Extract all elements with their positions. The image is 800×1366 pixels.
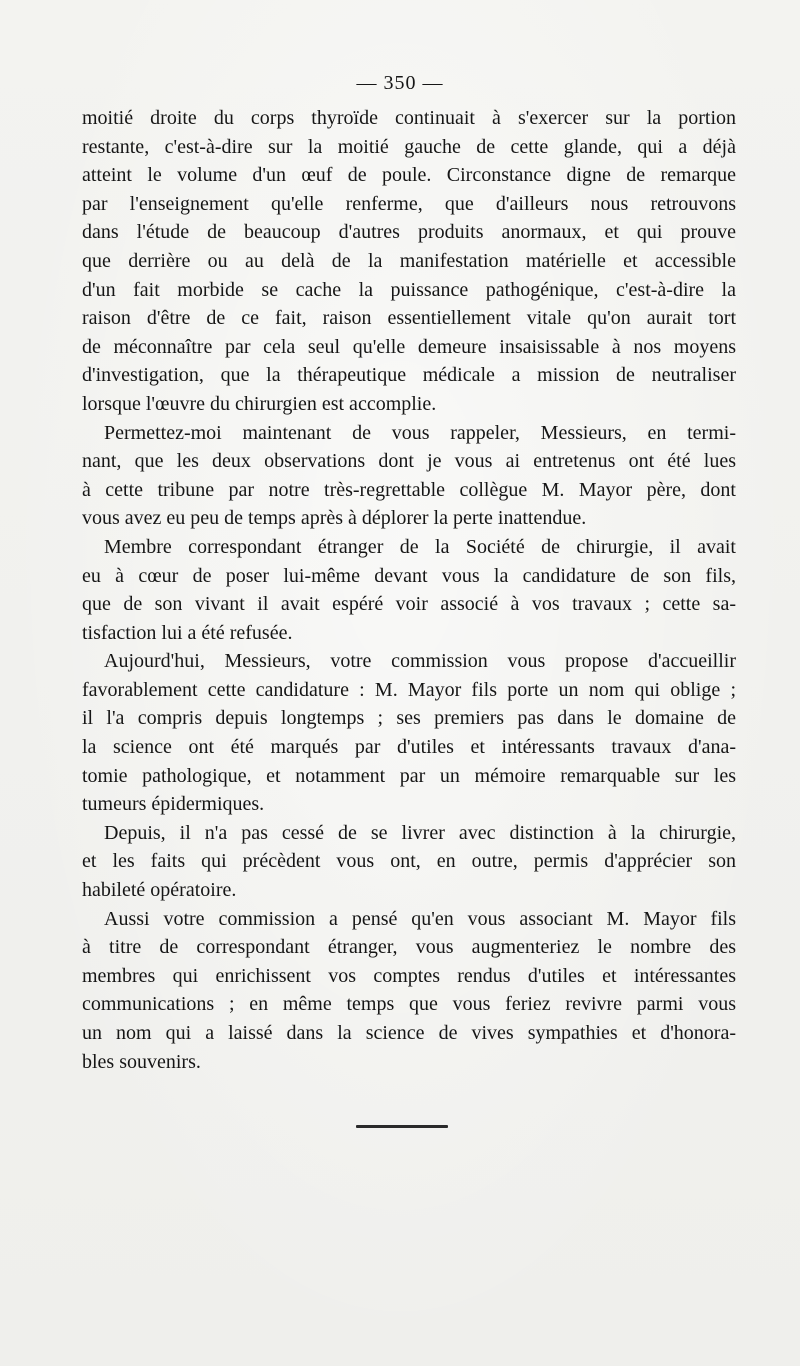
- text-line: de méconnaître par cela seul qu'elle demeure insaisissable à nos moyens: [82, 335, 736, 358]
- text-line: tumeurs épidermiques.: [82, 793, 265, 816]
- paragraph-surgical-skill: [82, 819, 736, 905]
- text-line: nant, que les deux observations dont je vous ai entretenus ont été lues: [82, 450, 736, 473]
- text-line: dans l'étude de beaucoup d'autres produits anormaux, et qui prouve: [82, 221, 736, 244]
- paragraph-commission-proposal: [82, 647, 736, 819]
- text-line: Depuis, il n'a pas cessé de se livrer avec distinction à la chirurgie,: [104, 821, 736, 844]
- text-line: Membre correspondant étranger de la Société de chirurgie, il avait: [104, 535, 736, 558]
- page-number: — 350 —: [356, 72, 444, 94]
- text-line: Aujourd'hui, Messieurs, votre commission vous propose d'accueillir: [104, 650, 736, 673]
- paragraph-thyroid-conclusion: [82, 104, 736, 419]
- text-line: d'un fait morbide se cache la puissance pathogénique, c'est-à-dire la: [82, 278, 736, 301]
- text-line: Aussi votre commission a pensé qu'en vous associant M. Mayor fils: [104, 907, 736, 930]
- text-line: raison d'être de ce fait, raison essentiellement vitale qu'on aurait tort: [82, 307, 736, 330]
- paragraph-conclusion: [82, 905, 736, 1077]
- text-line: un nom qui a laissé dans la science de vives sympathies et d'honora-: [82, 1022, 736, 1044]
- text-line: habileté opératoire.: [82, 879, 237, 902]
- text-line: à titre de correspondant étranger, vous augmenteriez le nombre des: [82, 936, 736, 959]
- text-line: que derrière ou au delà de la manifestation matérielle et accessible: [82, 249, 736, 272]
- text-line: communications ; en même temps que vous feriez revivre parmi vous: [82, 993, 736, 1016]
- text-line: vous avez eu peu de temps après à déplorer la perte inattendue.: [82, 507, 587, 530]
- text-line: la science ont été marqués par d'utiles et intéressants travaux d'ana-: [82, 736, 736, 759]
- body-text: [82, 104, 736, 1076]
- text-line: membres qui enrichissent vos comptes rendus d'utiles et intéressantes: [82, 964, 736, 987]
- text-line: il l'a compris depuis longtemps ; ses premiers pas dans le domaine de: [82, 707, 736, 730]
- text-line: bles souvenirs.: [82, 1050, 201, 1073]
- section-end-rule: [356, 1125, 448, 1128]
- text-line: tisfaction lui a été refusée.: [82, 621, 293, 644]
- paragraph-mayor-pere: [82, 419, 736, 533]
- text-line: restante, c'est-à-dire sur la moitié gauche de cette glande, qui a déjà: [82, 135, 736, 158]
- text-line: d'investigation, que la thérapeutique médicale a mission de neutraliser: [82, 364, 736, 387]
- text-line: moitié droite du corps thyroïde continuait à s'exercer sur la portion: [82, 107, 736, 129]
- text-line: favorablement cette candidature : M. Mayor fils porte un nom qui oblige ;: [82, 678, 736, 701]
- paragraph-candidature-fils: [82, 533, 736, 647]
- text-line: Permettez-moi maintenant de vous rappeler, Messieurs, en termi-: [104, 421, 736, 444]
- text-line: par l'enseignement qu'elle renferme, que d'ailleurs nous retrouvons: [82, 192, 736, 215]
- text-line: que de son vivant il avait espéré voir associé à vos travaux ; cette sa-: [82, 593, 736, 616]
- text-line: eu à cœur de poser lui-même devant vous la candidature de son fils,: [82, 564, 736, 587]
- text-line: tomie pathologique, et notamment par un mémoire remarquable sur les: [82, 764, 736, 787]
- text-line: lorsque l'œuvre du chirurgien est accomplie.: [82, 392, 437, 415]
- text-line: atteint le volume d'un œuf de poule. Circonstance digne de remarque: [82, 164, 736, 187]
- text-line: à cette tribune par notre très-regrettable collègue M. Mayor père, dont: [82, 478, 736, 501]
- text-line: et les faits qui précèdent vous ont, en outre, permis d'apprécier son: [82, 850, 736, 873]
